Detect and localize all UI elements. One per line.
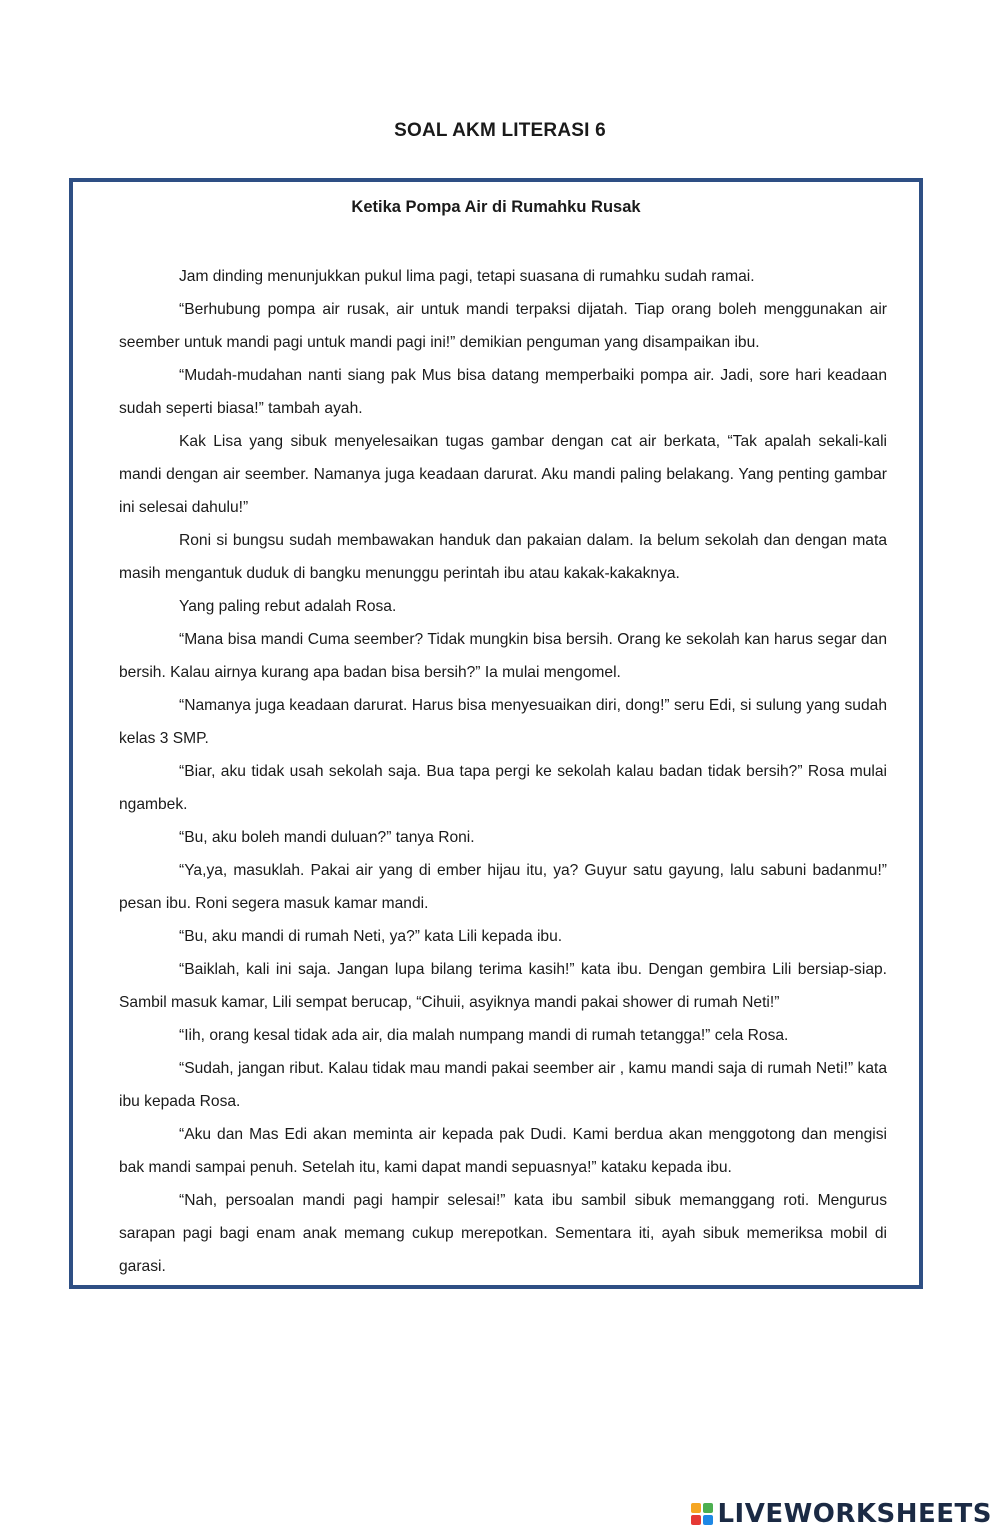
logo-block-icon	[691, 1515, 701, 1525]
paragraph: “Berhubung pompa air rusak, air untuk mandi terpaksi dijatah. Tiap orang boleh menggunakan air seember untuk mandi pagi untuk mandi pagi ini!” demikian penguman yang disampaikan ibu.	[119, 301, 887, 351]
paragraph: “Nah, persoalan mandi pagi hampir selesai!” kata ibu sambil sibuk memanggang roti. Mengurus sarapan pagi bagi enam anak memang cukup merepotkan. Sementara iti, ayah sibuk memeriksa mobil di garasi.	[119, 1192, 887, 1275]
paragraph: “Bu, aku boleh mandi duluan?” tanya Roni.	[179, 829, 475, 846]
paragraph: Roni si bungsu sudah membawakan handuk dan pakaian dalam. Ia belum sekolah dan dengan mata masih mengantuk duduk di bangku menunggu perintah ibu atau kakak-kakaknya.	[119, 532, 887, 582]
paragraph: “Biar, aku tidak usah sekolah saja. Bua tapa pergi ke sekolah kalau badan tidak bersih?” Rosa mulai ngambek.	[119, 763, 887, 813]
story-title: Ketika Pompa Air di Rumahku Rusak	[351, 198, 641, 216]
paragraph: “Namanya juga keadaan darurat. Harus bisa menyesuaikan diri, dong!” seru Edi, si sulung yang sudah kelas 3 SMP.	[119, 697, 887, 747]
paragraph: “Sudah, jangan ribut. Kalau tidak mau mandi pakai seember air , kamu mandi saja di rumah Neti!” kata ibu kepada Rosa.	[119, 1060, 887, 1110]
paragraph: “Mudah-mudahan nanti siang pak Mus bisa datang memperbaiki pompa air. Jadi, sore hari keadaan sudah seperti biasa!” tambah ayah.	[119, 367, 887, 417]
logo-text: LIVEWORKSHEETS	[717, 1499, 992, 1529]
paragraph: “Aku dan Mas Edi akan meminta air kepada pak Dudi. Kami berdua akan menggotong dan mengisi bak mandi sampai penuh. Setelah itu, kami dapat mandi sepuasnya!” kataku kepada ibu.	[119, 1126, 887, 1176]
paragraph: “Mana bisa mandi Cuma seember? Tidak mungkin bisa bersih. Orang ke sekolah kan harus segar dan bersih. Kalau airnya kurang apa badan bisa bersih?” Ia mulai mengomel.	[119, 631, 887, 681]
logo-block-icon	[703, 1503, 713, 1513]
paragraph: “Iih, orang kesal tidak ada air, dia malah numpang mandi di rumah tetangga!” cela Rosa.	[179, 1027, 789, 1044]
liveworksheets-logo-icon	[691, 1503, 713, 1525]
story-box	[69, 178, 923, 1289]
logo-block-icon	[703, 1515, 713, 1525]
page-title: SOAL AKM LITERASI 6	[394, 120, 606, 141]
paragraph: “Ya,ya, masuklah. Pakai air yang di ember hijau itu, ya? Guyur satu gayung, lalu sabuni badanmu!” pesan ibu. Roni segera masuk kamar mandi.	[119, 862, 887, 912]
paragraph: “Baiklah, kali ini saja. Jangan lupa bilang terima kasih!” kata ibu. Dengan gembira Lili bersiap-siap. Sambil masuk kamar, Lili sempat berucap, “Cihuii, asyiknya mandi pakai shower di rumah Neti!”	[119, 961, 887, 1011]
logo-block-icon	[691, 1503, 701, 1513]
paragraph: “Bu, aku mandi di rumah Neti, ya?” kata Lili kepada ibu.	[179, 928, 563, 945]
paragraph: Kak Lisa yang sibuk menyelesaikan tugas gambar dengan cat air berkata, “Tak apalah sekali-kali mandi dengan air seember. Namanya juga keadaan darurat. Aku mandi paling belakang. Yang penting gambar ini selesai dahulu!”	[119, 433, 887, 516]
story-body	[119, 260, 887, 1283]
paragraph: Yang paling rebut adalah Rosa.	[179, 598, 397, 615]
liveworksheets-logo[interactable]	[691, 1499, 992, 1529]
paragraph: Jam dinding menunjukkan pukul lima pagi, tetapi suasana di rumahku sudah ramai.	[179, 268, 755, 285]
